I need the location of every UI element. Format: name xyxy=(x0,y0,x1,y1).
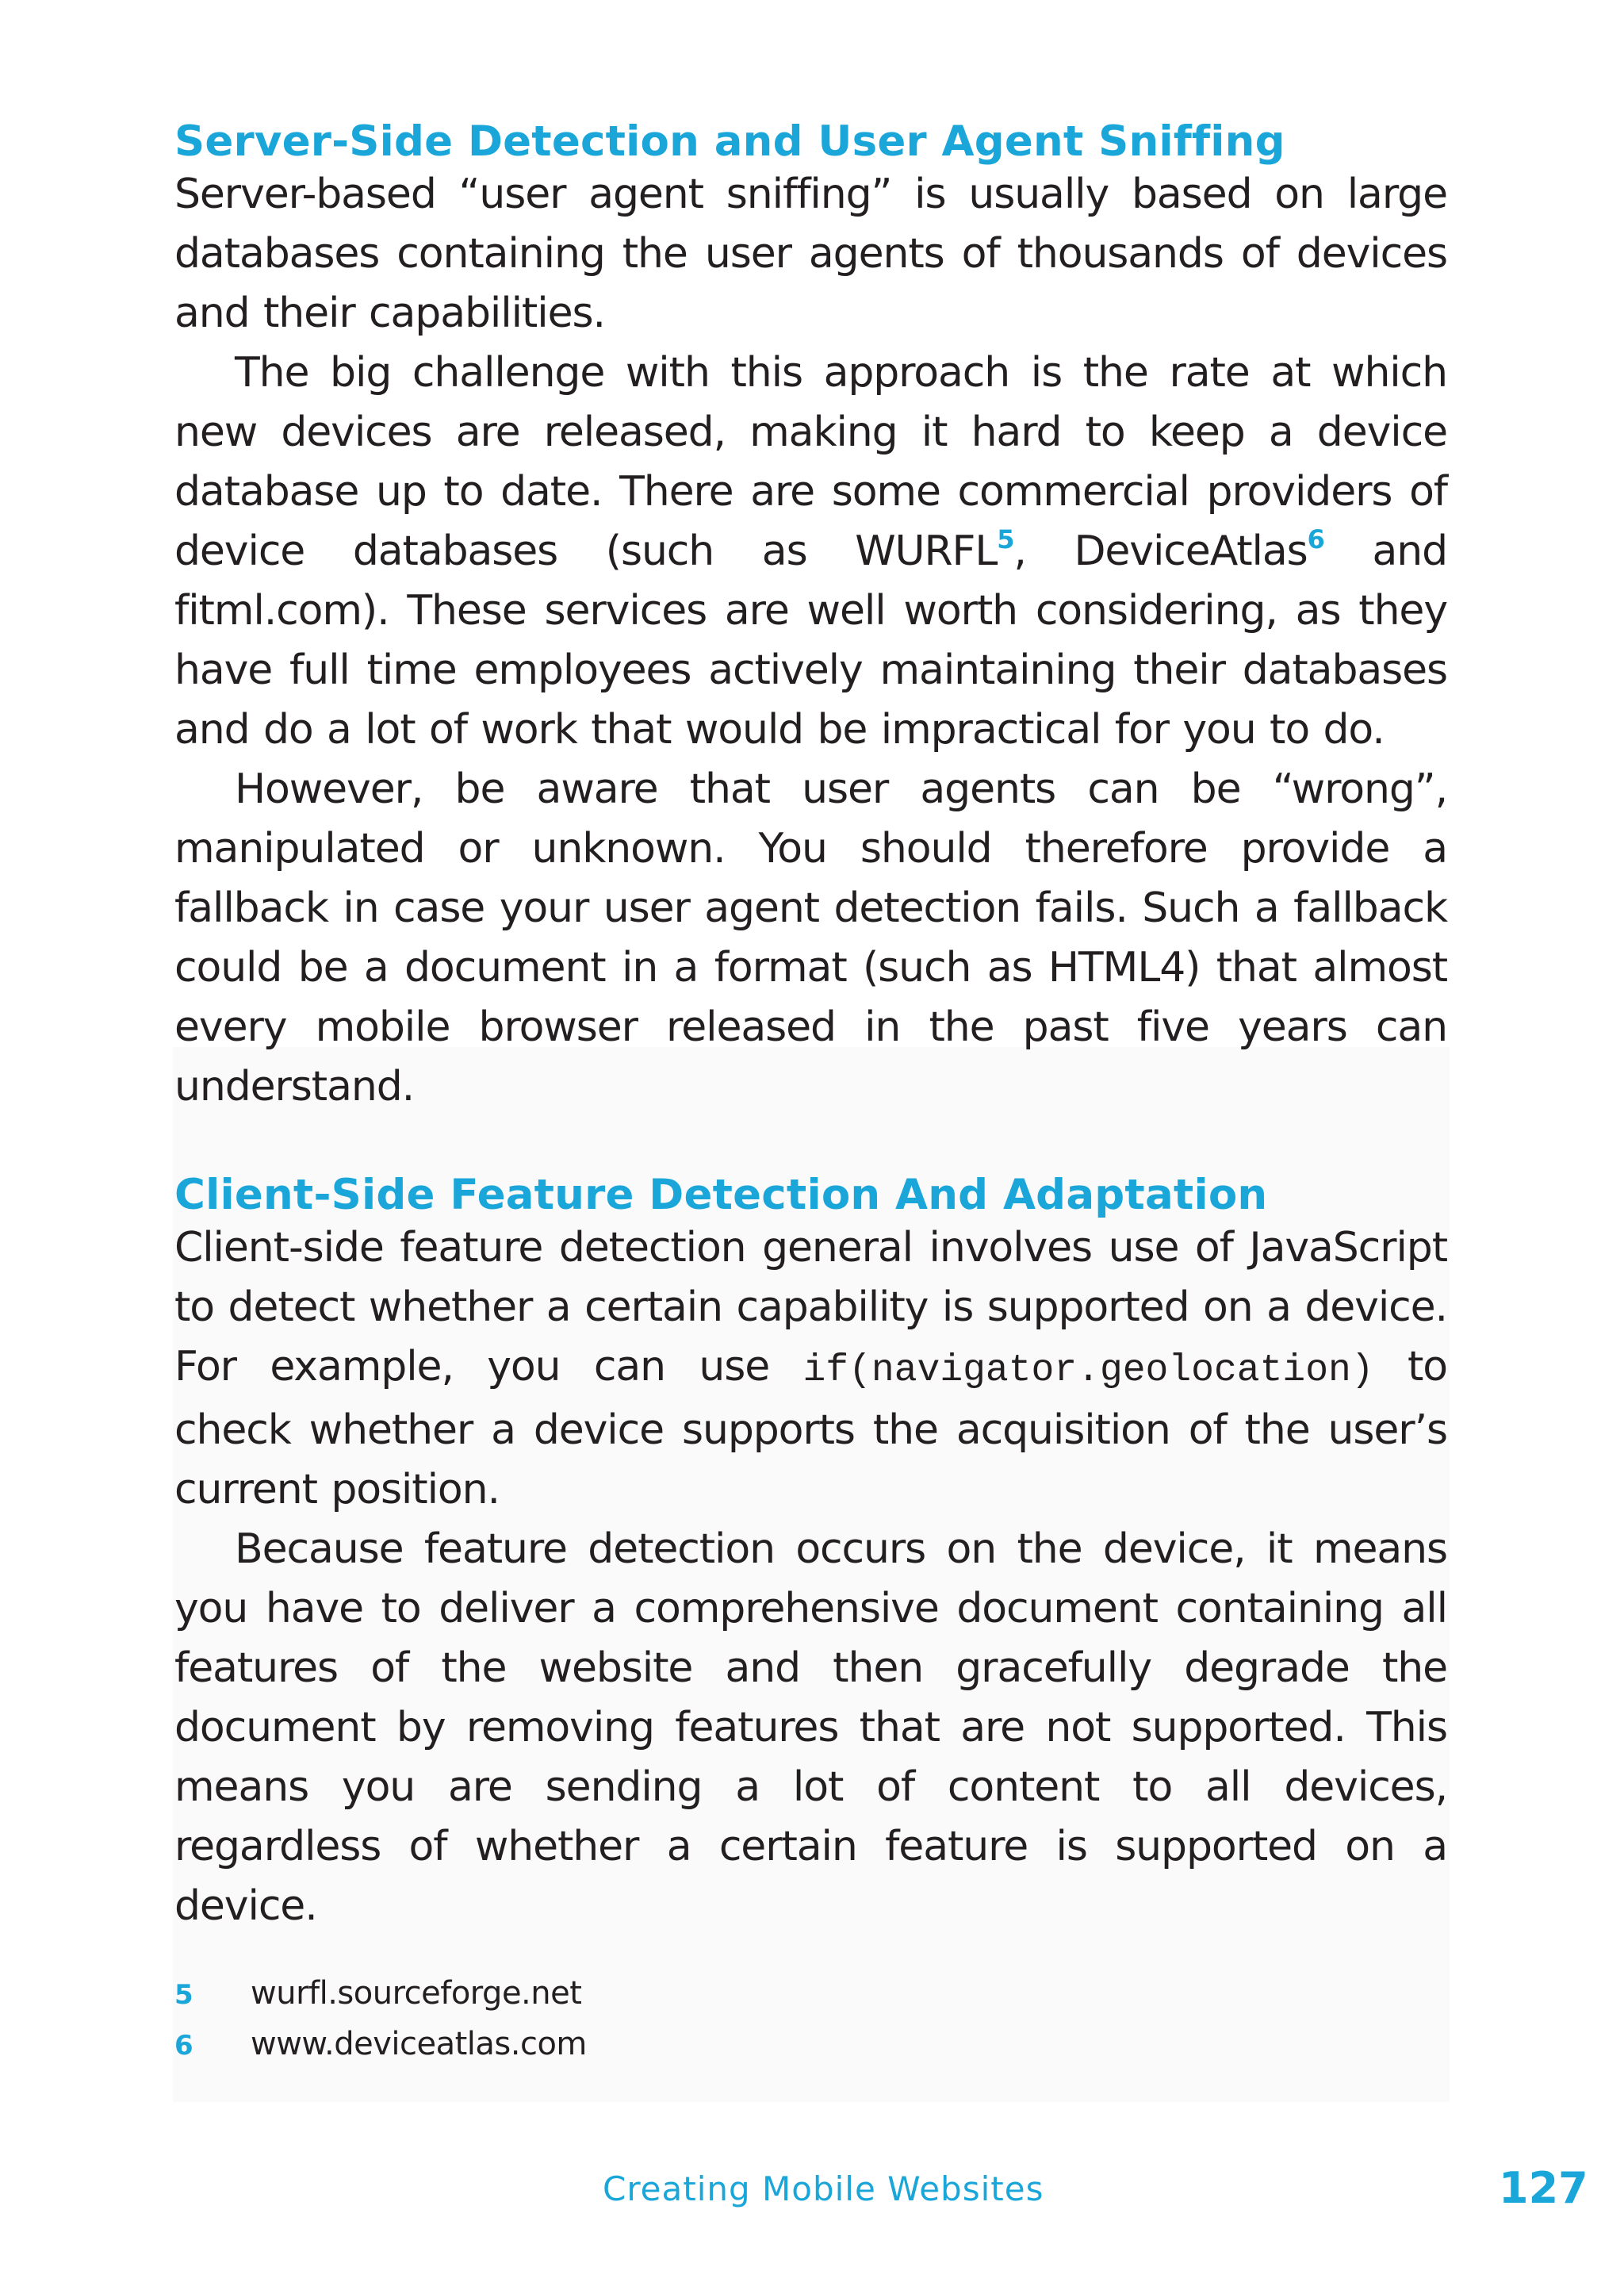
footnote-number: 6 xyxy=(174,2030,193,2062)
page-number: 127 xyxy=(1499,2163,1588,2213)
footnote-link[interactable]: wurfl.sourceforge.net xyxy=(251,1975,582,2012)
main-content xyxy=(174,119,1447,1936)
running-title: Creating Mobile Websites xyxy=(603,2169,1044,2208)
footnote-ref-5[interactable]: 5 xyxy=(997,524,1014,554)
footnote-link[interactable]: www.deviceatlas.com xyxy=(251,2026,587,2062)
code-snippet: if(navigator.geolocation) xyxy=(802,1349,1374,1392)
text-span: Client-side feature detection general involves use of JavaScript to detect whether a certain capability is supported on a device. For example, you can use xyxy=(174,1224,1447,1390)
paragraph-client-side-1 xyxy=(174,1218,1447,1520)
paragraph-server-side-1: Server-based “user agent sniffing” is usually based on large databases containing the user agents of thousands of devices and their capabilities. xyxy=(174,171,1447,337)
paragraph-server-side-2 xyxy=(174,343,1447,760)
footnote-6 xyxy=(174,2026,587,2077)
paragraph-server-side-3: However, be aware that user agents can be “wrong”, manipulated or unknown. You should therefore provide a fallback in case your user agent detection fails. Such a fallback could be a document in a format (such as HTML4) that almost every mobile browser released in the past five years can understand. xyxy=(174,765,1447,1110)
paragraph-client-side-2: Because feature detection occurs on the device, it means you have to deliver a comprehensive document containing all features of the website and then gracefully degrade the document by removing features that are not supported. This means you are sending a lot of content to all devices, regardless of whether a certain feature is supported on a device. xyxy=(174,1525,1447,1930)
text-span: to check whether a device supports the acquisition of the user’s current position. xyxy=(174,1343,1447,1513)
footnote-ref-6[interactable]: 6 xyxy=(1307,524,1324,554)
text-span: and fitml.com). These services are well worth considering, as they have full time employees actively maintaining their databases and do a lot of work that would be impractical for you to do. xyxy=(174,527,1447,754)
section-spacer xyxy=(174,1117,1447,1172)
section-heading-client-side: Client-Side Feature Detection And Adaptation xyxy=(174,1171,1268,1219)
text-span: , DeviceAtlas xyxy=(1013,527,1308,575)
footnote-5 xyxy=(174,1975,587,2026)
text-span: The big challenge with this approach is the rate at which new devices are released, making it hard to keep a device database up to date. There are some commercial providers of device databases (such as WURFL xyxy=(174,349,1447,575)
section-heading-server-side: Server-Side Detection and User Agent Sniffing xyxy=(174,117,1285,166)
footnotes xyxy=(174,1975,587,2077)
footnote-number: 5 xyxy=(174,1979,193,2011)
